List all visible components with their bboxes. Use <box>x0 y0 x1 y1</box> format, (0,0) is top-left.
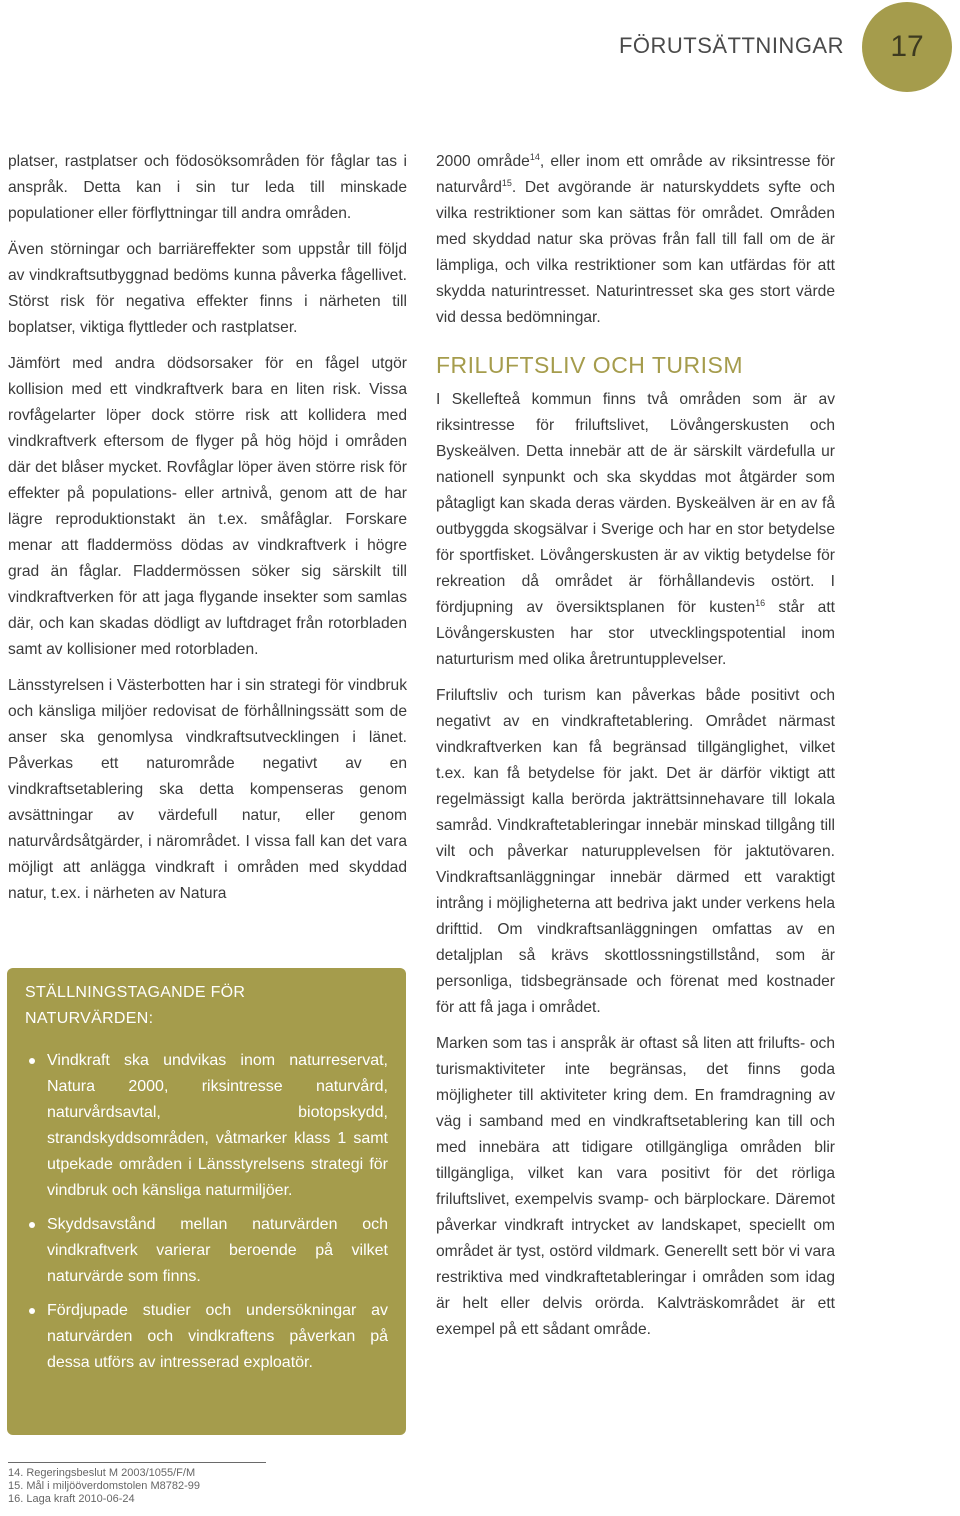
footnote: 16. Laga kraft 2010-06-24 <box>8 1493 135 1505</box>
box-bullet-list <box>25 1048 388 1376</box>
list-item-text: Skyddsavstånd mellan naturvärden och vindkraftverk varierar beroende på vilket naturvärde som finns. <box>47 1216 388 1285</box>
paragraph: Marken som tas i anspråk är oftast så liten att frilufts- och turismaktiviteter inte begränsas, det finns goda möjligheter till aktiviteter kring dem. En framdragning av väg i samband med en vindkraftsetablering kan till och med innebära att tidigare otillgängliga områden blir tillgängliga, vilket kan vara positivt för det rörliga friluftslivet, exempelvis svamp- och bärplockare. Däremot påverkar vindkraft intrycket av landskapet, speciellt om området är tyst, ostörd vildmark. Generellt sett bör vi vara restriktiva med vindkraftetableringar i områden som idag är helt eller delvis orörda. Kalvträskområdet är ett exempel på ett sådant område. <box>436 1035 835 1338</box>
list-item-text: Fördjupade studier och undersökningar av naturvärden och vindkraftens påverkan på dessa utförs av intresserad exploatör. <box>47 1302 388 1371</box>
bullet-icon <box>29 1222 35 1228</box>
box-title <box>25 980 388 1032</box>
list-item <box>25 1212 388 1290</box>
footnote-ref: 16 <box>755 597 766 608</box>
policy-box <box>7 968 406 1435</box>
box-title-line: STÄLLNINGSTAGANDE FÖR <box>25 984 246 1001</box>
right-column <box>436 149 835 1353</box>
list-item-text: Vindkraft ska undvikas inom naturreservat, Natura 2000, riksintresse naturvård, naturvårdsavtal, biotopskydd, strandskyddsområden, våtmarker klass 1 samt utpekade områden i Länsstyrelsens strategi för vindbruk och känsliga naturmiljöer. <box>47 1052 388 1199</box>
paragraph: Länsstyrelsen i Västerbotten har i sin strategi för vindbruk och känsliga miljöer redovisat de förhållningssätt som de anser ska genomlysa vindkraftsutvecklingen i länet. Påverkas ett naturområde negativt av en vindkraftsetablering ska detta kompenseras genom avsättningar av värdefull natur, eller genom naturvårdsåtgärder, i närområdet. I vissa fall kan det vara möjligt att anlägga vindkraft i områden med skyddad natur, t.ex. i närheten av Natura <box>8 677 407 902</box>
paragraph <box>436 387 835 673</box>
text-run: , eller inom ett område av riksintresse för naturvård <box>436 153 835 196</box>
footnote: 14. Regeringsbeslut M 2003/1055/F/M <box>8 1467 196 1479</box>
paragraph: platser, rastplatser och födosöksområden för fåglar tas i anspråk. Detta kan i sin tur leda till minskade populationer eller förflyttningar till andra områden. <box>8 153 407 222</box>
text-run: . Det avgörande är naturskyddets syfte och vilka restriktioner som kan sättas för området. Områden med skyddad natur ska prövas från fall till fall om de är lämpliga, och vilka restriktioner som kan utfärdas för att skydda naturintresset. Naturintresset ska ges stort värde vid dessa bedömningar. <box>436 179 835 326</box>
text-run: I Skellefteå kommun finns två områden som är av riksintresse för friluftslivet, Lövångerskusten och Byskeälven. Detta innebär att de är särskilt värdefulla ur nationell synpunkt och ska skyddas mot åtgärder som påtagligt kan skada deras värden. Byskeälven är en av få outbyggda skogsälvar i Sverige och har en stor betydelse för sportfisket. Lövångerskusten är av viktig betydelse för rekreation då området är förhållandevis ostört. I fördjupning av översiktsplanen för kusten <box>436 391 835 616</box>
paragraph: Friluftsliv och turism kan påverkas både positivt och negativt av en vindkraftetablering. Området närmast vindkraftverken kan få begränsad tillgänglighet, vilket t.ex. kan få betydelse för jakt. Det är därför viktigt att regelmässigt kalla berörda jakträttsinnehavare till lokala samråd. Vindkraftetableringar innebär minskad tillgång till vilt och påverkar naturupplevelsen för jaktutövaren. Vindkraftsanläggningar innebär därmed ett varaktigt intrång i möjligheterna att bedriva jakt under verkens hela drifttid. Om vindkraftsanläggningen omfattas av en detaljplan så krävs skottlossningstillstånd, som är personliga, tidsbegränsade och förenat med kostnader för att få jaga i området. <box>436 687 835 1016</box>
footnote: 15. Mål i miljööverdomstolen M8782-99 <box>8 1480 200 1492</box>
page-number-badge <box>862 2 952 92</box>
list-item <box>25 1048 388 1204</box>
footnotes <box>8 1467 200 1506</box>
footnote-ref: 15 <box>501 177 512 188</box>
left-column <box>8 149 407 917</box>
paragraph: Även störningar och barriäreffekter som uppstår till följd av vindkraftsutbyggnad bedöms kunna påverka fågellivet. Störst risk för negativa effekter finns i närheten till boplatser, viktiga flyttleder och rastplatser. <box>8 241 407 336</box>
bullet-icon <box>29 1308 35 1314</box>
bullet-icon <box>29 1058 35 1064</box>
footnote-ref: 14 <box>529 151 540 162</box>
section-title: FÖRUTSÄTTNINGAR <box>618 33 844 58</box>
paragraph: Jämfört med andra dödsorsaker för en fågel utgör kollision med ett vindkraftverk bara en liten risk. Vissa rovfågelarter löper dock större risk att kollidera med vindkraftverk eftersom de flyger på hög höjd i områden där det blåser mycket. Rovfåglar löper även större risk för effekter på populations- eller artnivå, genom att de har lägre reproduktionstakt än t.ex. småfåglar. Forskare menar att fladdermöss dödas av vindkraftverk i högre grad än fåglar. Fladdermössen söker sig särskilt till vindkraftverken för att jaga flygande insekter som samlas där, och kan skadas dödligt av luftdraget från rotorbladen samt av kollisioner med rotorbladen. <box>8 355 407 658</box>
page-number: 17 <box>890 30 924 63</box>
paragraph <box>436 149 835 331</box>
box-title-line: NATURVÄRDEN: <box>25 1010 154 1027</box>
text-run: står att Lövångerskusten har stor utvecklingspotential inom naturturism med olika åretruntupplevelser. <box>436 599 835 668</box>
list-item <box>25 1298 388 1376</box>
section-heading: FRILUFTSLIV OCH TURISM <box>436 352 744 378</box>
text-run: 2000 område <box>436 153 530 170</box>
footnote-divider <box>8 1462 266 1463</box>
